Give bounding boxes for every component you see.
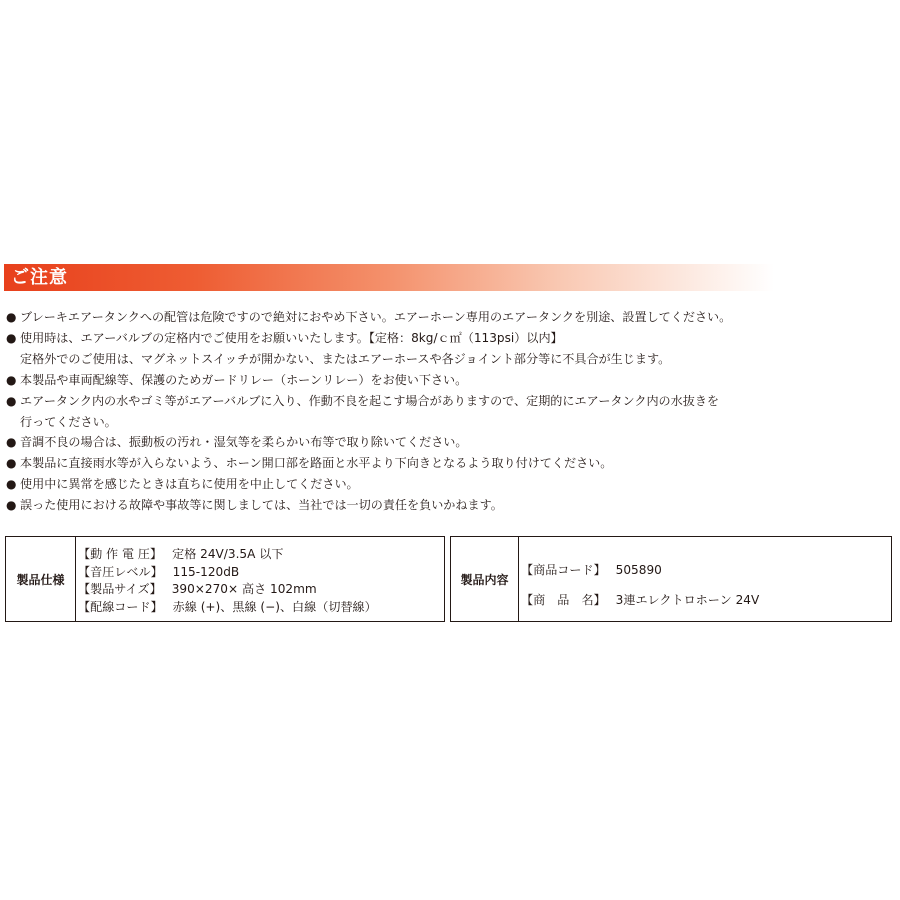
caution-list — [6, 307, 891, 516]
spec-key: 【配線コード】 — [78, 599, 163, 614]
contents-row — [521, 555, 759, 585]
caution-item — [6, 307, 891, 328]
product-contents-box — [450, 536, 892, 622]
product-contents-rows — [519, 537, 759, 621]
caution-text: 誤った使用における故障や事故等に関しましては、当社では一切の責任を負いかねます。 — [20, 498, 503, 513]
bullet-icon: ● — [6, 310, 17, 324]
contents-row — [521, 585, 759, 615]
contents-key: 【商品コード】 — [521, 563, 606, 577]
spec-value: 赤線 (+)、黒線 (−)、白線（切替線） — [172, 599, 377, 614]
spec-row — [78, 599, 377, 617]
product-contents-label: 製品内容 — [451, 537, 519, 621]
bullet-icon: ● — [6, 498, 17, 513]
spec-key: 【動 作 電 圧】 — [78, 547, 163, 561]
spec-key: 【製品サイズ】 — [78, 582, 162, 596]
caution-text: 行ってください。 — [20, 414, 117, 429]
product-spec-rows — [76, 537, 377, 621]
contents-value: 505890 — [615, 563, 662, 577]
bullet-icon: ● — [6, 393, 17, 408]
caution-item — [6, 453, 891, 474]
caution-text: 定格外でのご使用は、マグネットスイッチが開かない、またはエアーホースや各ジョイント部分等に不具合が生じます。 — [20, 351, 671, 366]
caution-text: エアータンク内の水やゴミ等がエアーバルブに入り、作動不良を起こす場合がありますので、定期的にエアータンク内の水抜きを — [20, 393, 720, 408]
caution-item — [6, 432, 891, 453]
caution-item — [6, 391, 891, 433]
caution-text: 本製品に直接雨水等が入らないよう、ホーン開口部を路面と水平より下向きとなるよう取り付けてください。 — [20, 456, 613, 471]
caution-text: 音調不良の場合は、振動板の汚れ・湿気等を柔らかい布等で取り除いてください。 — [20, 435, 468, 450]
spec-row — [78, 546, 377, 564]
caution-text: 使用中に異常を感じたときは直ちに使用を中止してください。 — [20, 477, 359, 492]
caution-item — [6, 370, 891, 391]
caution-text: ブレーキエアータンクへの配管は危険ですので絶対におやめ下さい。エアーホーン専用のエアータンクを別途、設置してください。 — [20, 310, 732, 324]
bullet-icon: ● — [6, 330, 17, 345]
product-spec-box — [5, 536, 445, 622]
contents-key: 【商 品 名】 — [521, 593, 606, 607]
spec-value: 390×270× 高さ 102mm — [171, 582, 317, 596]
caution-item — [6, 495, 891, 516]
spec-row — [78, 581, 377, 599]
spec-key: 【音圧レベル】 — [78, 564, 163, 579]
caution-text: 本製品や車両配線等、保護のためガードリレー（ホーンリレー）をお使い下さい。 — [20, 372, 468, 387]
caution-title: ご注意 — [11, 267, 68, 288]
spec-row — [78, 564, 377, 582]
product-spec-label: 製品仕様 — [6, 537, 76, 621]
caution-item — [6, 474, 891, 495]
bullet-icon: ● — [6, 477, 17, 492]
caution-header — [4, 264, 774, 291]
bullet-icon: ● — [6, 372, 17, 387]
spec-value: 定格 24V/3.5A 以下 — [172, 547, 284, 561]
caution-text: 使用時は、エアーバルブの定格内でご使用をお願いいたします。【定格：8kg/ｃ㎡（113psi）以内】 — [20, 330, 563, 345]
bullet-icon: ● — [6, 435, 17, 450]
spec-value: 115-120dB — [172, 564, 240, 579]
contents-value: 3連エレクトロホーン 24V — [615, 593, 760, 607]
caution-item — [6, 328, 891, 370]
bullet-icon: ● — [6, 456, 17, 471]
